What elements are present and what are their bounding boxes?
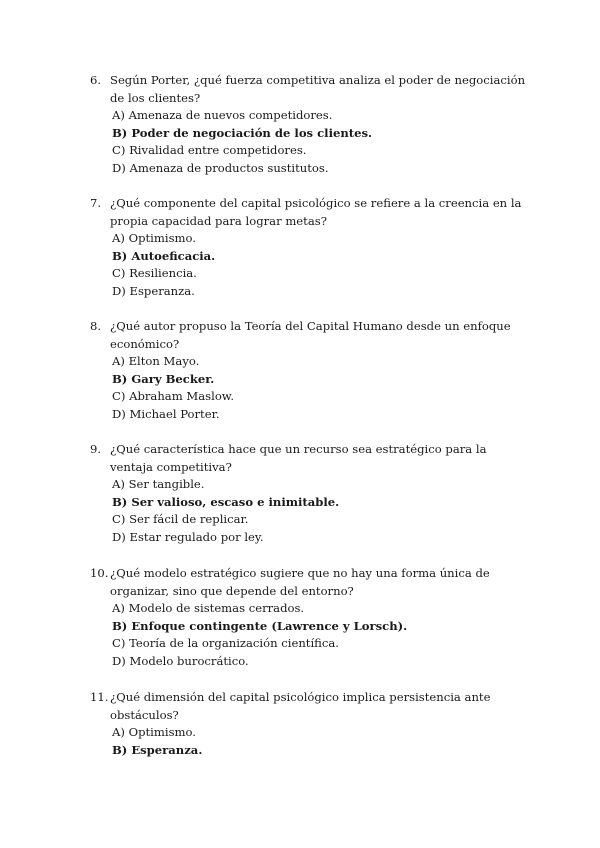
option-a: A) Modelo de sistemas cerrados.	[112, 601, 305, 616]
option-a: A) Optimismo.	[112, 725, 196, 740]
question-8	[90, 318, 530, 424]
question-number: 8.	[90, 319, 102, 333]
option-d: D) Amenaza de productos sustitutos.	[112, 160, 329, 175]
question-10	[90, 565, 530, 671]
question-header	[90, 318, 530, 353]
question-number: 9.	[90, 442, 102, 456]
option-d: D) Estar regulado por ley.	[112, 529, 264, 544]
option-b-correct: B) Autoeficacia.	[112, 248, 216, 263]
question-6	[90, 72, 530, 178]
question-header	[90, 441, 530, 476]
answer-options	[90, 600, 530, 670]
option-b-correct: B) Esperanza.	[112, 742, 203, 757]
question-text: ¿Qué dimensión del capital psicológico implica persistencia ante obstáculos?	[110, 690, 491, 722]
question-header	[90, 689, 530, 724]
question-header	[90, 565, 530, 600]
question-text: ¿Qué componente del capital psicológico se refiere a la creencia en la propia capacidad para lograr metas?	[110, 196, 522, 228]
option-d: D) Modelo burocrático.	[112, 653, 249, 668]
option-a: A) Ser tangible.	[112, 477, 205, 492]
question-number: 11.	[90, 690, 109, 704]
option-d: D) Esperanza.	[112, 283, 195, 298]
question-number: 10.	[90, 566, 109, 580]
question-number: 7.	[90, 196, 102, 210]
answer-options	[90, 476, 530, 546]
question-header	[90, 72, 530, 107]
option-b-correct: B) Poder de negociación de los clientes.	[112, 125, 373, 140]
option-d: D) Michael Porter.	[112, 406, 220, 421]
option-b-correct: B) Ser valioso, escaso e inimitable.	[112, 494, 340, 509]
answer-options	[90, 107, 530, 177]
option-c: C) Rivalidad entre competidores.	[112, 143, 307, 158]
question-7	[90, 195, 530, 301]
question-text: ¿Qué autor propuso la Teoría del Capital Humano desde un enfoque económico?	[110, 319, 511, 351]
option-c: C) Resiliencia.	[112, 266, 197, 281]
question-11	[90, 689, 530, 759]
option-c: C) Abraham Maslow.	[112, 389, 235, 404]
answer-options	[90, 353, 530, 423]
answer-options	[90, 230, 530, 300]
question-text: Según Porter, ¿qué fuerza competitiva analiza el poder de negociación de los clientes?	[110, 73, 526, 105]
option-a: A) Elton Mayo.	[112, 354, 200, 369]
option-a: A) Amenaza de nuevos competidores.	[112, 108, 333, 123]
question-text: ¿Qué modelo estratégico sugiere que no hay una forma única de organizar, sino que depende del entorno?	[110, 566, 490, 598]
question-header	[90, 195, 530, 230]
option-b-correct: B) Gary Becker.	[112, 371, 215, 386]
question-9	[90, 441, 530, 547]
answer-options	[90, 724, 530, 759]
option-c: C) Ser fácil de replicar.	[112, 512, 249, 527]
option-a: A) Optimismo.	[112, 231, 196, 246]
option-c: C) Teoría de la organización científica.	[112, 636, 339, 651]
question-number: 6.	[90, 73, 102, 87]
question-text: ¿Qué característica hace que un recurso sea estratégico para la ventaja competitiva?	[110, 442, 487, 474]
option-b-correct: B) Enfoque contingente (Lawrence y Lorsch).	[112, 618, 408, 633]
